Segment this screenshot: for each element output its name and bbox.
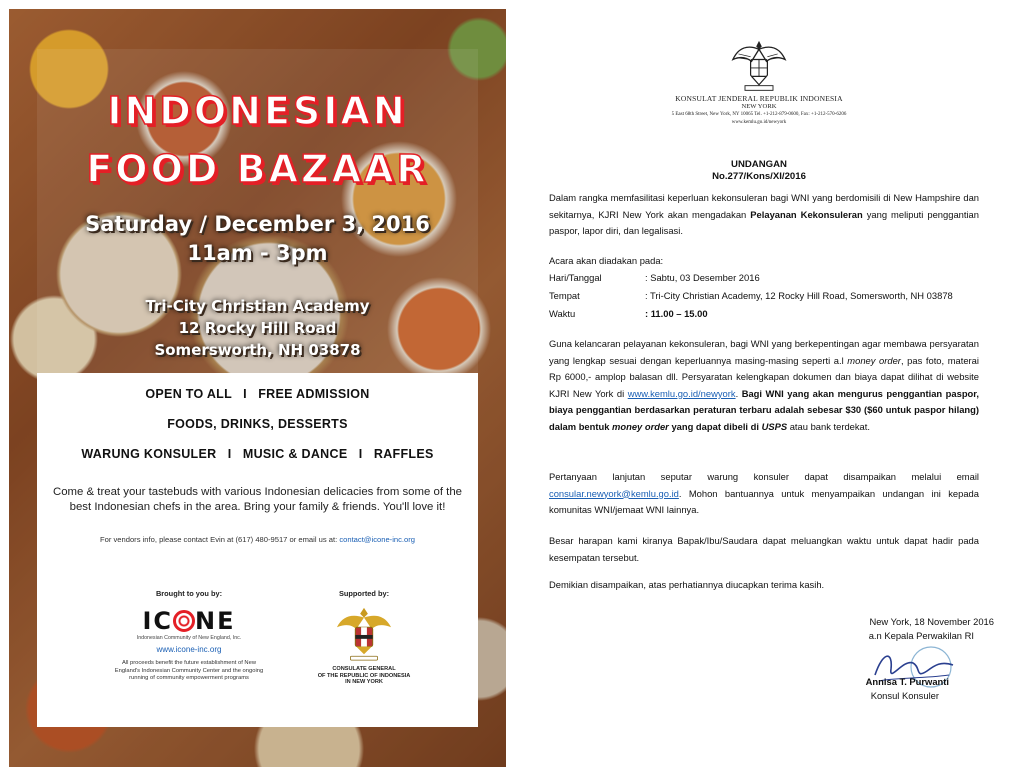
sign-role: a.n Kepala Perwakilan RI	[868, 630, 974, 641]
supported-by-label: Supported by:	[338, 589, 390, 598]
flyer-events-line: WARUNG KONSULER I MUSIC & DANCE I RAFFLES	[81, 447, 434, 461]
icone-logo: IC NE	[142, 607, 236, 635]
garuda-crest-icon	[731, 39, 787, 95]
event-row-value: : 11.00 – 15.00	[645, 308, 708, 319]
flyer-title-line1: INDONESIAN	[107, 89, 408, 133]
letterhead-web: www.kemlu.go.id/newyork	[731, 120, 787, 125]
invitation-letter	[514, 9, 1015, 767]
brought-by-label: Brought to you by:	[155, 589, 223, 598]
garuda-emblem-icon	[335, 604, 393, 664]
letterhead-address: 5 East 68th Street, New York, NY 10065 Tel. +1-212-879-0600, Fax: +1-212-570-6206	[671, 112, 847, 117]
letter-number: No.277/Kons/XI/2016	[712, 171, 806, 182]
para1-text-end: yang meliputi penggantian paspor, lapor diri, dan legalisasi.	[549, 208, 979, 237]
para1-bold: Pelayanan Kekonsuleran	[750, 208, 863, 220]
flyer-time: 11am - 3pm	[187, 241, 328, 265]
event-row-key: Tempat	[549, 290, 580, 301]
event-row-time	[549, 308, 708, 319]
supporter-block	[294, 589, 434, 686]
vendor-email-link[interactable]: contact@icone-inc.org	[339, 535, 415, 544]
letter-paragraph-hope: Besar harapan kami kiranya Bapak/Ibu/Saudara dapat meluangkan waktu untuk dapat hadir pada kesempatan tersebut.	[549, 535, 979, 563]
letter-paragraph-intro	[549, 190, 979, 240]
icone-url-link[interactable]: www.icone-inc.org	[156, 645, 222, 654]
flyer-title-line2: FOOD BAZAAR	[86, 147, 429, 191]
para2-italic: money order	[847, 354, 901, 366]
event-row-place	[549, 290, 953, 301]
consulate-line2: OF THE REPUBLIC OF INDONESIA	[317, 672, 411, 679]
letterhead-org: KONSULAT JENDERAL REPUBLIK INDONESIA	[675, 94, 843, 103]
vendor-contact-text: For vendors info, please contact Evin at (617) 480-9517 or email us at:	[99, 535, 340, 544]
para2-text-end: atau bank terdekat.	[787, 420, 870, 432]
para2-text: Guna kelancaran pelayanan kekonsuleran, bagi WNI yang berkepentingan agar membawa persyaratan yang lengkap sesuai dengan keperluannya masing-masing seperti a.l	[549, 338, 979, 366]
event-row-value: : Sabtu, 03 Desember 2016	[645, 272, 760, 283]
letter-paragraph-closing: Demikian disampaikan, atas perhatiannya diucapkan terima kasih.	[549, 579, 825, 590]
kemlu-website-link[interactable]: www.kemlu.go.id/newyork	[627, 387, 736, 399]
para3-text: Pertanyaan lanjutan seputar warung konsuler dapat disampaikan melalui email	[549, 471, 979, 482]
flyer-admission-line: OPEN TO ALL I FREE ADMISSION	[145, 387, 370, 401]
flyer-foods-line: FOODS, DRINKS, DESSERTS	[167, 417, 348, 431]
flyer-blurb: Come & treat your tastebuds with various Indonesian delicacies from some of the best Indonesian chefs in the area. Bring your family & friends. You'll love it!	[52, 486, 462, 513]
letterhead-city: NEW YORK	[741, 103, 777, 110]
flyer-venue-city: Somersworth, NH 03878	[154, 341, 361, 359]
letter-title: UNDANGAN	[731, 159, 787, 170]
event-intro: Acara akan diadakan pada:	[549, 255, 664, 266]
sponsor-block	[109, 589, 269, 683]
icone-tagline: Indonesian Community of New England, Inc.	[136, 635, 242, 641]
consulate-line3: IN NEW YORK	[345, 679, 383, 686]
para2-bold-text: yang dapat dibeli di	[668, 420, 762, 432]
para2-bold-italic: USPS	[761, 420, 788, 432]
para2-text: .	[735, 387, 742, 399]
para1-text: Dalam rangka memfasilitasi keperluan kekonsuleran bagi WNI yang berdomisili di New Hampshire dan sekitarnya, KJRI New York akan mengadakan	[549, 192, 979, 220]
para2-bold-text: Bagi WNI yang akan mengurus penggantian paspor, biaya penggantian berdasarkan peraturan terbaru adalah sebesar $30 ($60 untuk paspor hilang) dalam bentuk	[549, 387, 980, 432]
event-row-value: : Tri-City Christian Academy, 12 Rocky Hill Road, Somersworth, NH 03878	[645, 290, 953, 301]
flyer-venue-name: Tri-City Christian Academy	[145, 297, 370, 315]
letter-paragraph-questions	[549, 469, 979, 519]
event-row-key: Waktu	[549, 308, 576, 319]
event-row-date	[549, 272, 760, 283]
event-row-key: Hari/Tanggal	[549, 272, 602, 283]
signer-title: Konsul Konsuler	[870, 690, 939, 701]
letter-paragraph-requirements	[549, 336, 979, 436]
signer-name: Annisa T. Purwanti	[865, 676, 949, 687]
proceeds-note: All proceeds benefit the future establishment of New England's Indonesian Community Center and the ongoing running of community empowerment programs	[114, 660, 264, 681]
bazaar-flyer	[9, 9, 506, 767]
flyer-venue-street: 12 Rocky Hill Road	[178, 319, 337, 337]
icone-logo-o-icon	[173, 610, 195, 632]
sign-place-date: New York, 18 November 2016	[869, 616, 994, 627]
para2-bold-italic: money order	[612, 420, 669, 432]
para2-text: , pas foto, materai Rp 6000,- amplop balasan dll. Persyaratan kelengkapan dokumen dan biaya dapat dilihat di website KJRI New York di	[549, 354, 979, 399]
flyer-date: Saturday / December 3, 2016	[85, 212, 430, 236]
consular-email-link[interactable]: consular.newyork@kemlu.go.id	[549, 487, 679, 499]
vendor-contact	[37, 535, 478, 544]
consulate-line1: CONSULATE GENERAL	[332, 666, 396, 672]
para3-text-end: . Mohon bantuannya untuk menyampaikan undangan ini kepada komunitas WNI/jemaat WNI lainnya.	[549, 487, 979, 516]
